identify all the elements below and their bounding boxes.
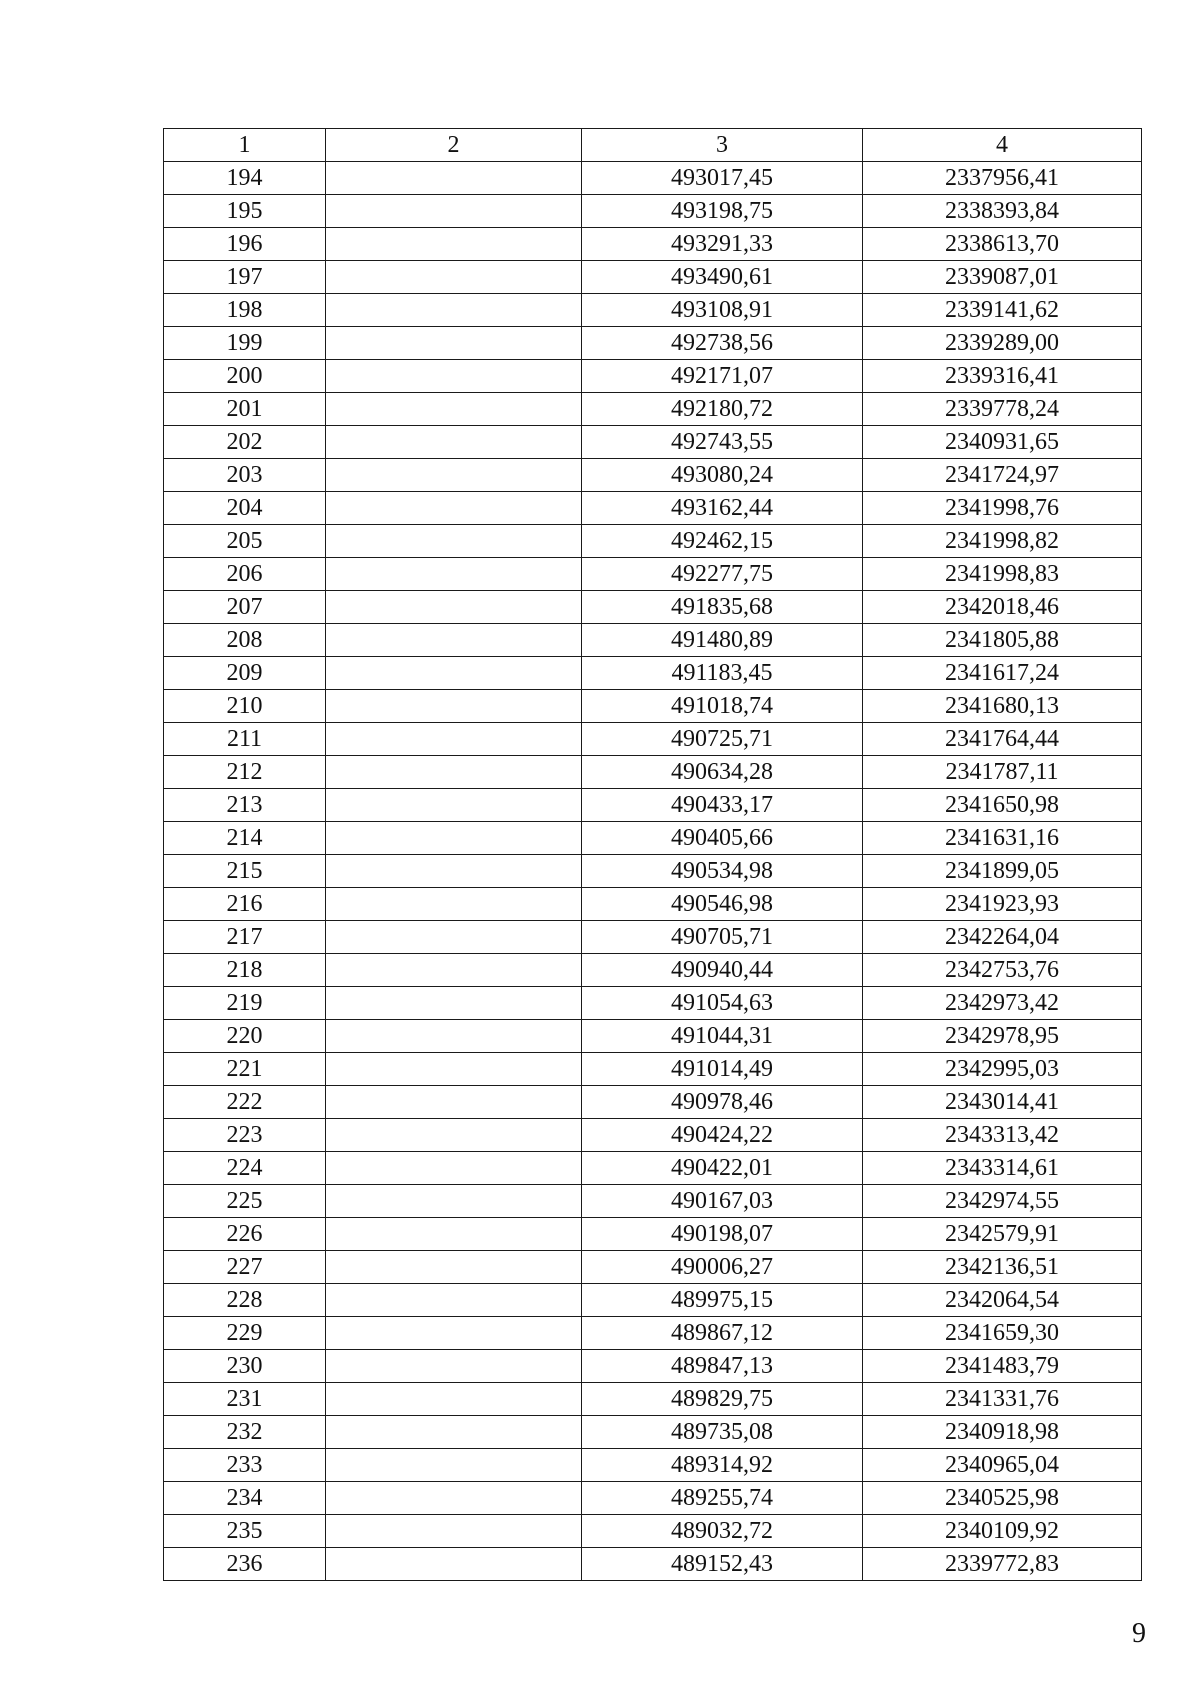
- y-coordinate-cell: 2341483,79: [863, 1350, 1142, 1383]
- column-header-1: 1: [164, 129, 326, 162]
- point-number-cell: 231: [164, 1383, 326, 1416]
- empty-cell: [326, 327, 582, 360]
- point-number-cell: 225: [164, 1185, 326, 1218]
- empty-cell: [326, 228, 582, 261]
- empty-cell: [326, 492, 582, 525]
- y-coordinate-cell: 2338393,84: [863, 195, 1142, 228]
- y-coordinate-cell: 2341680,13: [863, 690, 1142, 723]
- empty-cell: [326, 1350, 582, 1383]
- y-coordinate-cell: 2342579,91: [863, 1218, 1142, 1251]
- table-row: [164, 228, 1142, 261]
- x-coordinate-cell: 493490,61: [582, 261, 863, 294]
- table-row: [164, 327, 1142, 360]
- x-coordinate-cell: 490725,71: [582, 723, 863, 756]
- point-number-cell: 218: [164, 954, 326, 987]
- empty-cell: [326, 1515, 582, 1548]
- table-body: [164, 162, 1142, 1581]
- x-coordinate-cell: 489867,12: [582, 1317, 863, 1350]
- y-coordinate-cell: 2342978,95: [863, 1020, 1142, 1053]
- point-number-cell: 204: [164, 492, 326, 525]
- y-coordinate-cell: 2339772,83: [863, 1548, 1142, 1581]
- y-coordinate-cell: 2341899,05: [863, 855, 1142, 888]
- empty-cell: [326, 360, 582, 393]
- y-coordinate-cell: 2341764,44: [863, 723, 1142, 756]
- x-coordinate-cell: 490006,27: [582, 1251, 863, 1284]
- x-coordinate-cell: 493162,44: [582, 492, 863, 525]
- empty-cell: [326, 426, 582, 459]
- x-coordinate-cell: 493198,75: [582, 195, 863, 228]
- x-coordinate-cell: 489847,13: [582, 1350, 863, 1383]
- point-number-cell: 216: [164, 888, 326, 921]
- empty-cell: [326, 162, 582, 195]
- empty-cell: [326, 1218, 582, 1251]
- table-row: [164, 1350, 1142, 1383]
- point-number-cell: 234: [164, 1482, 326, 1515]
- table-row: [164, 591, 1142, 624]
- y-coordinate-cell: 2338613,70: [863, 228, 1142, 261]
- point-number-cell: 223: [164, 1119, 326, 1152]
- empty-cell: [326, 591, 582, 624]
- point-number-cell: 214: [164, 822, 326, 855]
- empty-cell: [326, 921, 582, 954]
- x-coordinate-cell: 490424,22: [582, 1119, 863, 1152]
- point-number-cell: 200: [164, 360, 326, 393]
- x-coordinate-cell: 491054,63: [582, 987, 863, 1020]
- empty-cell: [326, 954, 582, 987]
- table-row: [164, 1152, 1142, 1185]
- table-row: [164, 360, 1142, 393]
- coordinates-table: [163, 128, 1142, 1581]
- y-coordinate-cell: 2339141,62: [863, 294, 1142, 327]
- x-coordinate-cell: 491835,68: [582, 591, 863, 624]
- x-coordinate-cell: 492277,75: [582, 558, 863, 591]
- point-number-cell: 221: [164, 1053, 326, 1086]
- table-row: [164, 1185, 1142, 1218]
- table-row: [164, 1284, 1142, 1317]
- y-coordinate-cell: 2339778,24: [863, 393, 1142, 426]
- x-coordinate-cell: 492462,15: [582, 525, 863, 558]
- empty-cell: [326, 1086, 582, 1119]
- x-coordinate-cell: 489032,72: [582, 1515, 863, 1548]
- point-number-cell: 198: [164, 294, 326, 327]
- table-row: [164, 789, 1142, 822]
- point-number-cell: 202: [164, 426, 326, 459]
- empty-cell: [326, 789, 582, 822]
- empty-cell: [326, 1053, 582, 1086]
- table-row: [164, 393, 1142, 426]
- table-row: [164, 1317, 1142, 1350]
- point-number-cell: 194: [164, 162, 326, 195]
- x-coordinate-cell: 491183,45: [582, 657, 863, 690]
- table-row: [164, 1416, 1142, 1449]
- empty-cell: [326, 1482, 582, 1515]
- x-coordinate-cell: 493108,91: [582, 294, 863, 327]
- y-coordinate-cell: 2342753,76: [863, 954, 1142, 987]
- x-coordinate-cell: 491480,89: [582, 624, 863, 657]
- x-coordinate-cell: 490198,07: [582, 1218, 863, 1251]
- table-row: [164, 1053, 1142, 1086]
- table-row: [164, 426, 1142, 459]
- empty-cell: [326, 294, 582, 327]
- point-number-cell: 222: [164, 1086, 326, 1119]
- point-number-cell: 217: [164, 921, 326, 954]
- table-row: [164, 195, 1142, 228]
- column-header-4: 4: [863, 129, 1142, 162]
- table-row: [164, 987, 1142, 1020]
- y-coordinate-cell: 2339289,00: [863, 327, 1142, 360]
- x-coordinate-cell: 489735,08: [582, 1416, 863, 1449]
- empty-cell: [326, 1185, 582, 1218]
- y-coordinate-cell: 2339087,01: [863, 261, 1142, 294]
- point-number-cell: 196: [164, 228, 326, 261]
- x-coordinate-cell: 492171,07: [582, 360, 863, 393]
- empty-cell: [326, 1449, 582, 1482]
- empty-cell: [326, 459, 582, 492]
- table-row: [164, 822, 1142, 855]
- table-row: [164, 1515, 1142, 1548]
- x-coordinate-cell: 490705,71: [582, 921, 863, 954]
- x-coordinate-cell: 489152,43: [582, 1548, 863, 1581]
- table-row: [164, 888, 1142, 921]
- point-number-cell: 227: [164, 1251, 326, 1284]
- table-row: [164, 525, 1142, 558]
- y-coordinate-cell: 2341631,16: [863, 822, 1142, 855]
- table-row: [164, 261, 1142, 294]
- y-coordinate-cell: 2340931,65: [863, 426, 1142, 459]
- y-coordinate-cell: 2341650,98: [863, 789, 1142, 822]
- empty-cell: [326, 558, 582, 591]
- point-number-cell: 197: [164, 261, 326, 294]
- x-coordinate-cell: 489829,75: [582, 1383, 863, 1416]
- y-coordinate-cell: 2343314,61: [863, 1152, 1142, 1185]
- column-header-2: 2: [326, 129, 582, 162]
- point-number-cell: 212: [164, 756, 326, 789]
- table-row: [164, 954, 1142, 987]
- y-coordinate-cell: 2341787,11: [863, 756, 1142, 789]
- column-header-3: 3: [582, 129, 863, 162]
- table-row: [164, 1086, 1142, 1119]
- empty-cell: [326, 195, 582, 228]
- empty-cell: [326, 690, 582, 723]
- x-coordinate-cell: 491018,74: [582, 690, 863, 723]
- empty-cell: [326, 657, 582, 690]
- empty-cell: [326, 1416, 582, 1449]
- table-header-row: [164, 129, 1142, 162]
- y-coordinate-cell: 2343313,42: [863, 1119, 1142, 1152]
- y-coordinate-cell: 2337956,41: [863, 162, 1142, 195]
- x-coordinate-cell: 490405,66: [582, 822, 863, 855]
- point-number-cell: 195: [164, 195, 326, 228]
- point-number-cell: 210: [164, 690, 326, 723]
- x-coordinate-cell: 493080,24: [582, 459, 863, 492]
- point-number-cell: 235: [164, 1515, 326, 1548]
- table-row: [164, 459, 1142, 492]
- table-row: [164, 1218, 1142, 1251]
- point-number-cell: 207: [164, 591, 326, 624]
- table-row: [164, 558, 1142, 591]
- y-coordinate-cell: 2341998,83: [863, 558, 1142, 591]
- table-row: [164, 294, 1142, 327]
- point-number-cell: 220: [164, 1020, 326, 1053]
- table-row: [164, 1251, 1142, 1284]
- y-coordinate-cell: 2341617,24: [863, 657, 1142, 690]
- empty-cell: [326, 1383, 582, 1416]
- empty-cell: [326, 888, 582, 921]
- table-row: [164, 855, 1142, 888]
- y-coordinate-cell: 2340109,92: [863, 1515, 1142, 1548]
- x-coordinate-cell: 490433,17: [582, 789, 863, 822]
- y-coordinate-cell: 2341998,82: [863, 525, 1142, 558]
- y-coordinate-cell: 2339316,41: [863, 360, 1142, 393]
- y-coordinate-cell: 2341724,97: [863, 459, 1142, 492]
- empty-cell: [326, 1548, 582, 1581]
- empty-cell: [326, 525, 582, 558]
- x-coordinate-cell: 492180,72: [582, 393, 863, 426]
- point-number-cell: 219: [164, 987, 326, 1020]
- y-coordinate-cell: 2342974,55: [863, 1185, 1142, 1218]
- table-row: [164, 492, 1142, 525]
- x-coordinate-cell: 491044,31: [582, 1020, 863, 1053]
- x-coordinate-cell: 490167,03: [582, 1185, 863, 1218]
- point-number-cell: 233: [164, 1449, 326, 1482]
- table-row: [164, 1383, 1142, 1416]
- point-number-cell: 199: [164, 327, 326, 360]
- y-coordinate-cell: 2341998,76: [863, 492, 1142, 525]
- table-row: [164, 921, 1142, 954]
- table-row: [164, 1449, 1142, 1482]
- point-number-cell: 224: [164, 1152, 326, 1185]
- empty-cell: [326, 1020, 582, 1053]
- empty-cell: [326, 1251, 582, 1284]
- point-number-cell: 206: [164, 558, 326, 591]
- x-coordinate-cell: 493291,33: [582, 228, 863, 261]
- y-coordinate-cell: 2341805,88: [863, 624, 1142, 657]
- point-number-cell: 213: [164, 789, 326, 822]
- table-row: [164, 162, 1142, 195]
- x-coordinate-cell: 490546,98: [582, 888, 863, 921]
- point-number-cell: 208: [164, 624, 326, 657]
- y-coordinate-cell: 2341331,76: [863, 1383, 1142, 1416]
- point-number-cell: 209: [164, 657, 326, 690]
- y-coordinate-cell: 2342064,54: [863, 1284, 1142, 1317]
- x-coordinate-cell: 490422,01: [582, 1152, 863, 1185]
- table-row: [164, 1548, 1142, 1581]
- empty-cell: [326, 855, 582, 888]
- empty-cell: [326, 1119, 582, 1152]
- point-number-cell: 205: [164, 525, 326, 558]
- table-row: [164, 756, 1142, 789]
- point-number-cell: 229: [164, 1317, 326, 1350]
- x-coordinate-cell: 489314,92: [582, 1449, 863, 1482]
- point-number-cell: 215: [164, 855, 326, 888]
- x-coordinate-cell: 490940,44: [582, 954, 863, 987]
- table-row: [164, 657, 1142, 690]
- y-coordinate-cell: 2342973,42: [863, 987, 1142, 1020]
- point-number-cell: 226: [164, 1218, 326, 1251]
- point-number-cell: 203: [164, 459, 326, 492]
- empty-cell: [326, 393, 582, 426]
- empty-cell: [326, 987, 582, 1020]
- y-coordinate-cell: 2342264,04: [863, 921, 1142, 954]
- empty-cell: [326, 1317, 582, 1350]
- y-coordinate-cell: 2340918,98: [863, 1416, 1142, 1449]
- x-coordinate-cell: 491014,49: [582, 1053, 863, 1086]
- table-row: [164, 1482, 1142, 1515]
- y-coordinate-cell: 2342136,51: [863, 1251, 1142, 1284]
- table-row: [164, 1020, 1142, 1053]
- y-coordinate-cell: 2342018,46: [863, 591, 1142, 624]
- table-row: [164, 1119, 1142, 1152]
- y-coordinate-cell: 2341923,93: [863, 888, 1142, 921]
- y-coordinate-cell: 2342995,03: [863, 1053, 1142, 1086]
- x-coordinate-cell: 489255,74: [582, 1482, 863, 1515]
- table-row: [164, 723, 1142, 756]
- x-coordinate-cell: 493017,45: [582, 162, 863, 195]
- point-number-cell: 228: [164, 1284, 326, 1317]
- table-row: [164, 624, 1142, 657]
- point-number-cell: 232: [164, 1416, 326, 1449]
- point-number-cell: 230: [164, 1350, 326, 1383]
- y-coordinate-cell: 2343014,41: [863, 1086, 1142, 1119]
- y-coordinate-cell: 2340525,98: [863, 1482, 1142, 1515]
- x-coordinate-cell: 490978,46: [582, 1086, 863, 1119]
- table-row: [164, 690, 1142, 723]
- y-coordinate-cell: 2341659,30: [863, 1317, 1142, 1350]
- empty-cell: [326, 723, 582, 756]
- x-coordinate-cell: 492738,56: [582, 327, 863, 360]
- point-number-cell: 201: [164, 393, 326, 426]
- empty-cell: [326, 261, 582, 294]
- x-coordinate-cell: 489975,15: [582, 1284, 863, 1317]
- page-number: 9: [1132, 1618, 1146, 1649]
- empty-cell: [326, 624, 582, 657]
- empty-cell: [326, 822, 582, 855]
- point-number-cell: 211: [164, 723, 326, 756]
- x-coordinate-cell: 492743,55: [582, 426, 863, 459]
- empty-cell: [326, 756, 582, 789]
- y-coordinate-cell: 2340965,04: [863, 1449, 1142, 1482]
- x-coordinate-cell: 490534,98: [582, 855, 863, 888]
- x-coordinate-cell: 490634,28: [582, 756, 863, 789]
- empty-cell: [326, 1152, 582, 1185]
- point-number-cell: 236: [164, 1548, 326, 1581]
- empty-cell: [326, 1284, 582, 1317]
